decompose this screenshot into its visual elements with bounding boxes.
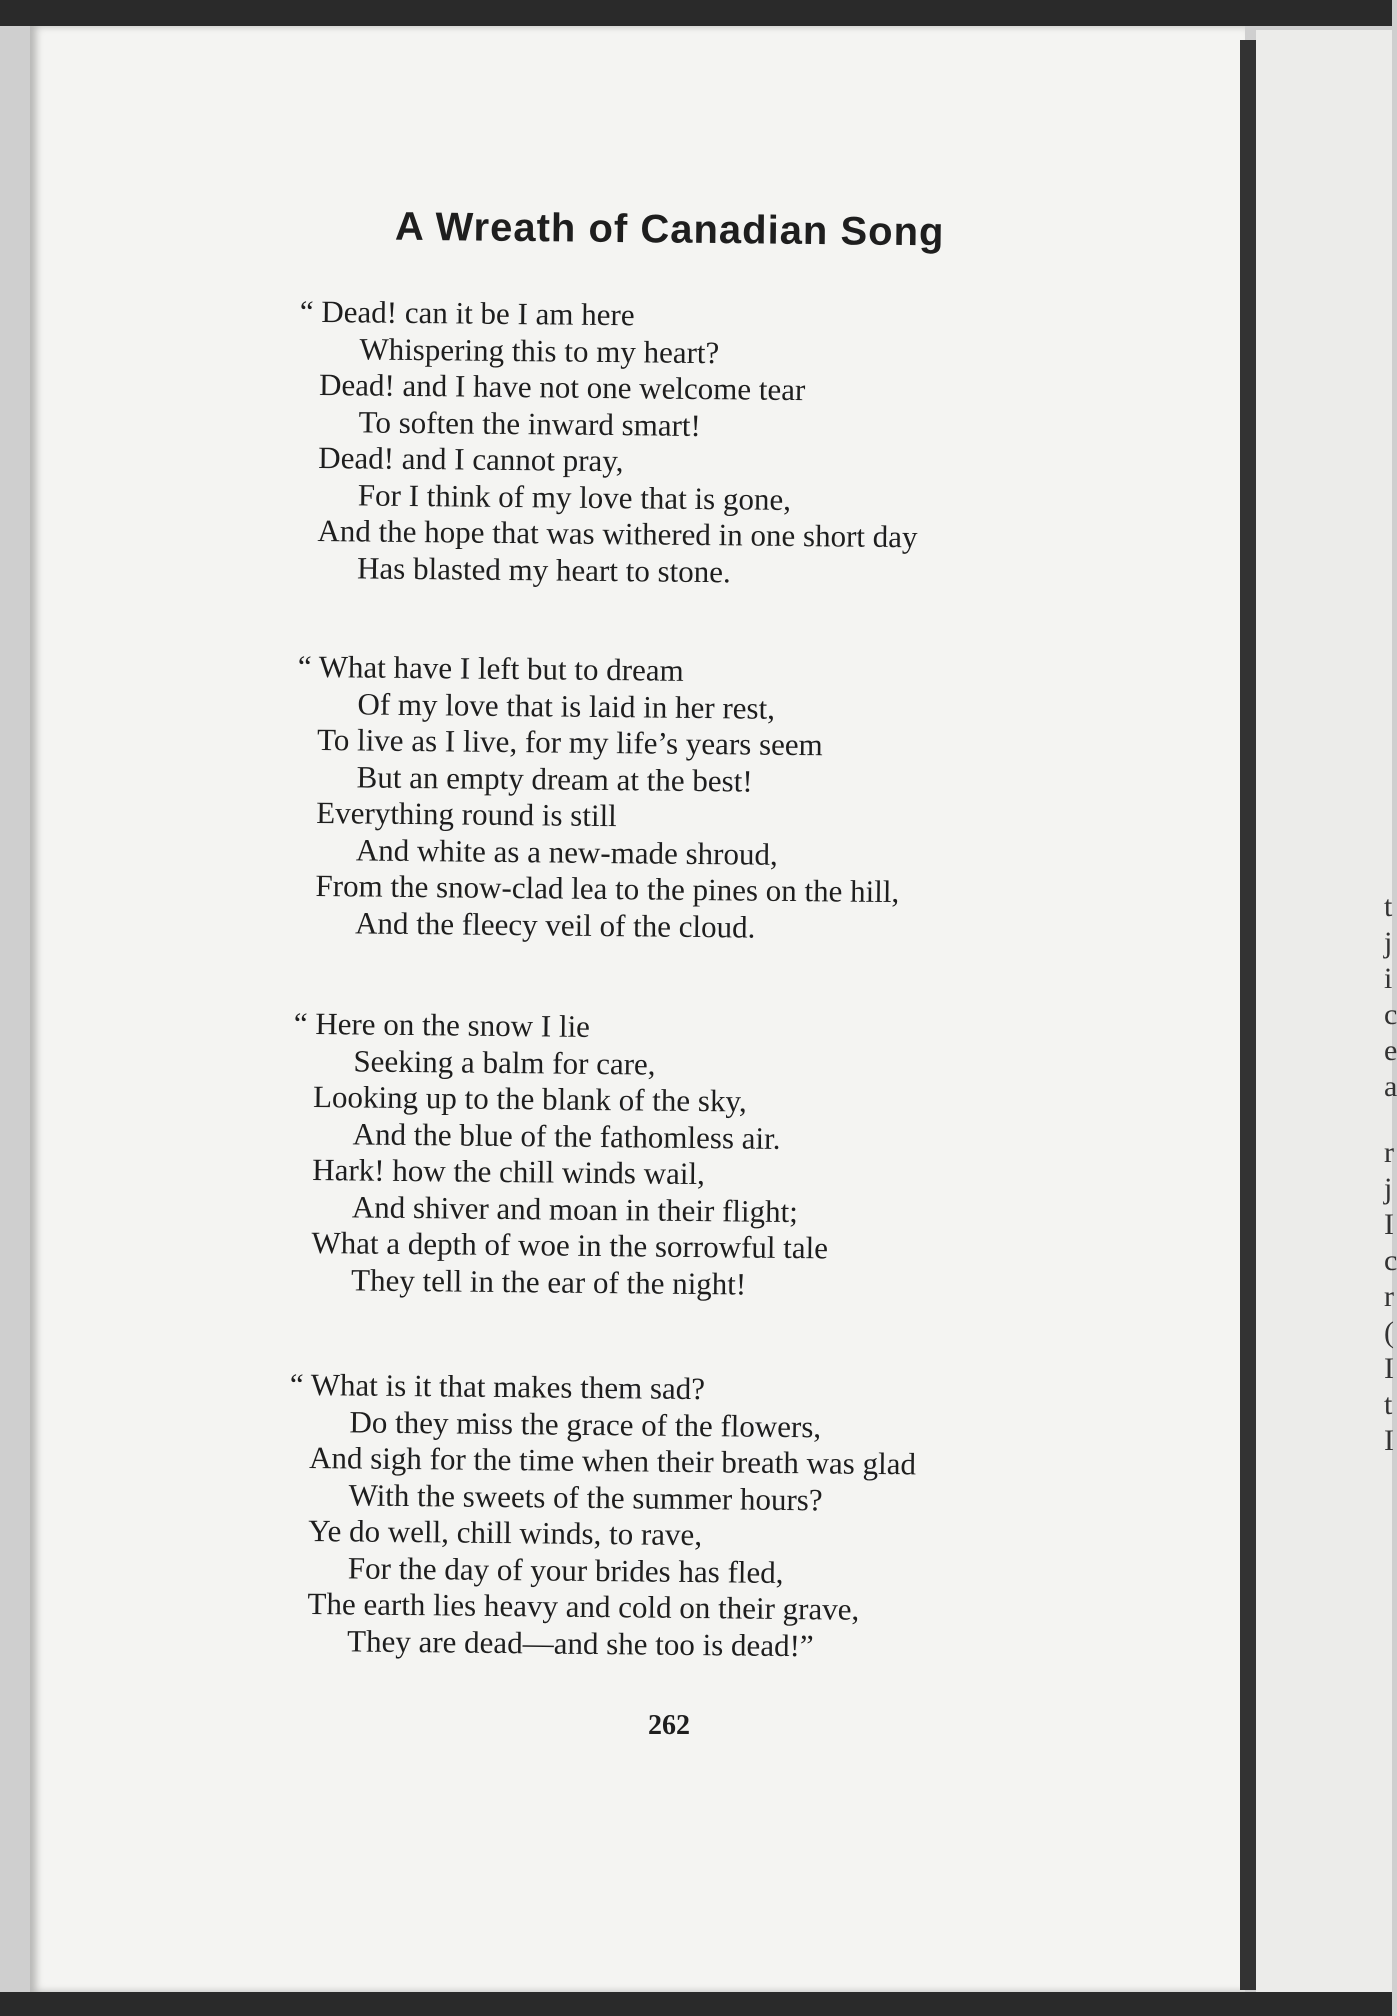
poem-line: And sigh for the time when their breath was glad bbox=[308, 1439, 917, 1482]
facing-page-letter: ( bbox=[1384, 1316, 1394, 1349]
poem-line: And white as a new-made shroud, bbox=[355, 831, 778, 872]
poem-line: Do they miss the grace of the flowers, bbox=[349, 1403, 822, 1444]
facing-page-letter: t bbox=[1384, 1388, 1393, 1421]
poem-stanza-1 bbox=[299, 293, 1120, 594]
poem-line: “ What have I left but to dream bbox=[297, 648, 684, 688]
scan-bottom-border bbox=[0, 1992, 1392, 2016]
poem-line: For the day of your brides has fled, bbox=[347, 1549, 784, 1590]
poem-stanza-4 bbox=[289, 1366, 1110, 1667]
facing-page-letter: t bbox=[1384, 890, 1393, 923]
poem-line: Ye do well, chill winds, to rave, bbox=[308, 1512, 703, 1553]
poem-line: “ Dead! can it be I am here bbox=[299, 293, 635, 333]
poem-line: With the sweets of the summer hours? bbox=[348, 1476, 823, 1517]
scan-top-border bbox=[0, 0, 1392, 26]
facing-page-letter: I bbox=[1384, 1352, 1394, 1385]
facing-page-letter: j bbox=[1384, 926, 1393, 959]
page-title: A Wreath of Canadian Song bbox=[394, 204, 945, 255]
poem-line: And shiver and moan in their flight; bbox=[351, 1188, 799, 1229]
facing-page-letter: r bbox=[1384, 1136, 1394, 1169]
facing-page-letter: j bbox=[1384, 1172, 1393, 1205]
poem-line: “ What is it that makes them sad? bbox=[289, 1366, 706, 1407]
poem-line: The earth lies heavy and cold on their grave, bbox=[307, 1585, 860, 1627]
facing-page-edge bbox=[1256, 30, 1397, 1992]
facing-page-letter: a bbox=[1384, 1070, 1397, 1103]
facing-page-letter: e bbox=[1384, 1034, 1397, 1067]
poem-line: To live as I live, for my life’s years seem bbox=[316, 721, 823, 763]
page-number: 262 bbox=[648, 1710, 690, 1741]
poem-line: Of my love that is laid in her rest, bbox=[357, 685, 776, 726]
poem-line: They are dead—and she too is dead!” bbox=[346, 1622, 814, 1663]
poem-line: Whispering this to my heart? bbox=[359, 330, 720, 370]
poem-line: Has blasted my heart to stone. bbox=[356, 549, 731, 589]
poem-line: To soften the inward smart! bbox=[358, 403, 702, 443]
poem-line: And the fleecy veil of the cloud. bbox=[354, 904, 756, 945]
poem-line: They tell in the ear of the night! bbox=[350, 1261, 747, 1302]
poem-line: And the blue of the fathomless air. bbox=[352, 1115, 781, 1156]
poem-line: From the snow-clad lea to the pines on the hill, bbox=[315, 867, 900, 910]
poem-line: Dead! and I cannot pray, bbox=[318, 439, 624, 479]
poem-line: Hark! how the chill winds wail, bbox=[312, 1151, 706, 1192]
poem-stanza-2 bbox=[297, 648, 1118, 949]
poem-line: And the hope that was withered in one short day bbox=[317, 512, 918, 555]
facing-page-letter: c bbox=[1384, 998, 1397, 1031]
facing-page-letter: i bbox=[1384, 962, 1393, 995]
poem-line: For I think of my love that is gone, bbox=[357, 476, 792, 517]
book-spine-shadow bbox=[1240, 40, 1256, 1990]
poem-line: But an empty dream at the best! bbox=[356, 758, 753, 799]
poem-line: Dead! and I have not one welcome tear bbox=[318, 366, 806, 408]
poem-line: “ Here on the snow I lie bbox=[293, 1005, 591, 1044]
poem-line: Seeking a balm for care, bbox=[353, 1042, 656, 1082]
poem-stanza-3 bbox=[293, 1005, 1114, 1306]
poem-line: Everything round is still bbox=[316, 794, 617, 834]
poem-line: Looking up to the blank of the sky, bbox=[312, 1078, 747, 1119]
poem-line: What a depth of woe in the sorrowful tale bbox=[311, 1224, 829, 1266]
facing-page-letter: I bbox=[1384, 1424, 1394, 1457]
facing-page-letter: I bbox=[1384, 1208, 1394, 1241]
facing-page-letter: c bbox=[1384, 1244, 1397, 1277]
facing-page-letter: r bbox=[1384, 1280, 1394, 1313]
